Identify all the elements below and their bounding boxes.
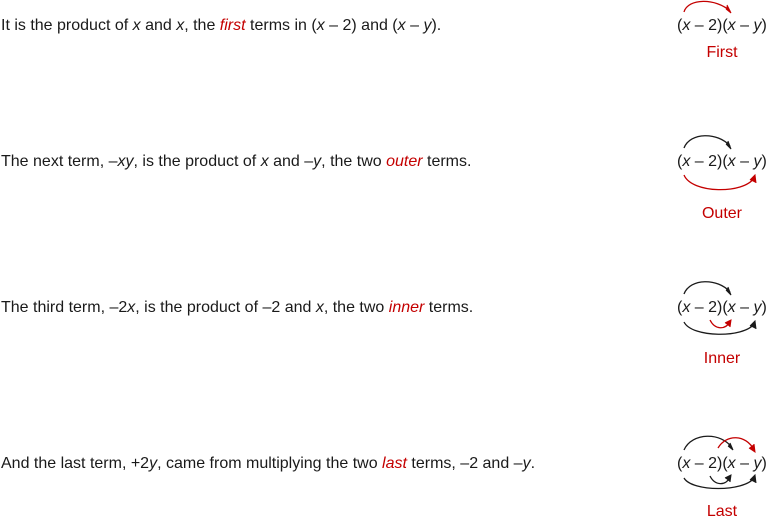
text: , came from multiplying the two [157, 455, 383, 472]
label-last: Last [706, 503, 738, 520]
text: ( [677, 17, 683, 34]
sentence-outer [1, 152, 471, 172]
variable: y [313, 153, 322, 170]
variable: x [682, 17, 691, 34]
text: and – [268, 153, 314, 170]
variable: y [522, 455, 531, 472]
text: – 2) and ( [324, 17, 398, 34]
sentence-first [1, 16, 441, 36]
text: – 2)( [690, 153, 728, 170]
variable: y [753, 153, 762, 170]
text: and [140, 17, 177, 34]
text: terms. [422, 153, 472, 170]
first-arrow [684, 1, 730, 12]
text: – [735, 299, 754, 316]
text: ) [761, 299, 767, 316]
text: – [735, 455, 754, 472]
variable: x [682, 299, 691, 316]
variable: x [315, 299, 324, 316]
text: ) [761, 17, 767, 34]
text: It is the product of [1, 17, 133, 34]
text: , is the product of –2 and [135, 299, 316, 316]
text: , the two [321, 153, 387, 170]
variable: x [682, 455, 691, 472]
text: The third term, –2 [1, 299, 128, 316]
text: ) [761, 455, 767, 472]
label-inner: Inner [703, 350, 741, 367]
variable: x [727, 17, 736, 34]
variable: x [260, 153, 269, 170]
top-arrow [684, 282, 730, 294]
text: ) [761, 153, 767, 170]
variable: y [753, 299, 762, 316]
foil-expression [677, 454, 767, 474]
label-outer: Outer [701, 205, 742, 222]
text: terms. [424, 299, 474, 316]
emphasis-outer: outer [386, 153, 423, 170]
variable: y [149, 455, 158, 472]
text: ( [677, 153, 683, 170]
variable: x [397, 17, 406, 34]
label-first: First [706, 44, 738, 61]
text: . [530, 455, 536, 472]
top-arrow [684, 136, 730, 148]
variable: x [127, 299, 136, 316]
variable: x [316, 17, 325, 34]
last-arrowhead [749, 444, 755, 452]
variable: y [753, 17, 762, 34]
text: terms in ( [245, 17, 317, 34]
text: – 2)( [690, 299, 728, 316]
text: – [405, 17, 424, 34]
text: – 2)( [690, 455, 728, 472]
text: – 2)( [690, 17, 728, 34]
foil-expression [677, 152, 767, 172]
top-arrow [684, 436, 732, 450]
variable: y [423, 17, 432, 34]
foil-expression [677, 16, 767, 36]
variable: x [727, 455, 736, 472]
text: The next term, – [1, 153, 118, 170]
variable: x [132, 17, 141, 34]
outer-arrows [670, 132, 775, 212]
emphasis-inner: inner [388, 299, 425, 316]
variable: xy [117, 153, 134, 170]
text: – [735, 17, 754, 34]
text: , the two [323, 299, 389, 316]
inner-arrows [670, 278, 775, 358]
text: ( [677, 299, 683, 316]
text: And the last term, +2 [1, 455, 150, 472]
variable: x [682, 153, 691, 170]
variable: x [727, 153, 736, 170]
variable: x [727, 299, 736, 316]
text: ). [431, 17, 442, 34]
text: – [735, 153, 754, 170]
emphasis-first: first [219, 17, 246, 34]
foil-expression [677, 298, 767, 318]
text: terms, –2 and – [406, 455, 523, 472]
outer-arrow [684, 175, 754, 190]
text: , the [184, 17, 220, 34]
text: , is the product of [133, 153, 261, 170]
sentence-inner [1, 298, 473, 318]
text: ( [677, 455, 683, 472]
sentence-last [1, 454, 535, 474]
emphasis-last: last [382, 455, 407, 472]
variable: x [176, 17, 185, 34]
variable: y [753, 455, 762, 472]
first-arrowhead [726, 5, 731, 13]
